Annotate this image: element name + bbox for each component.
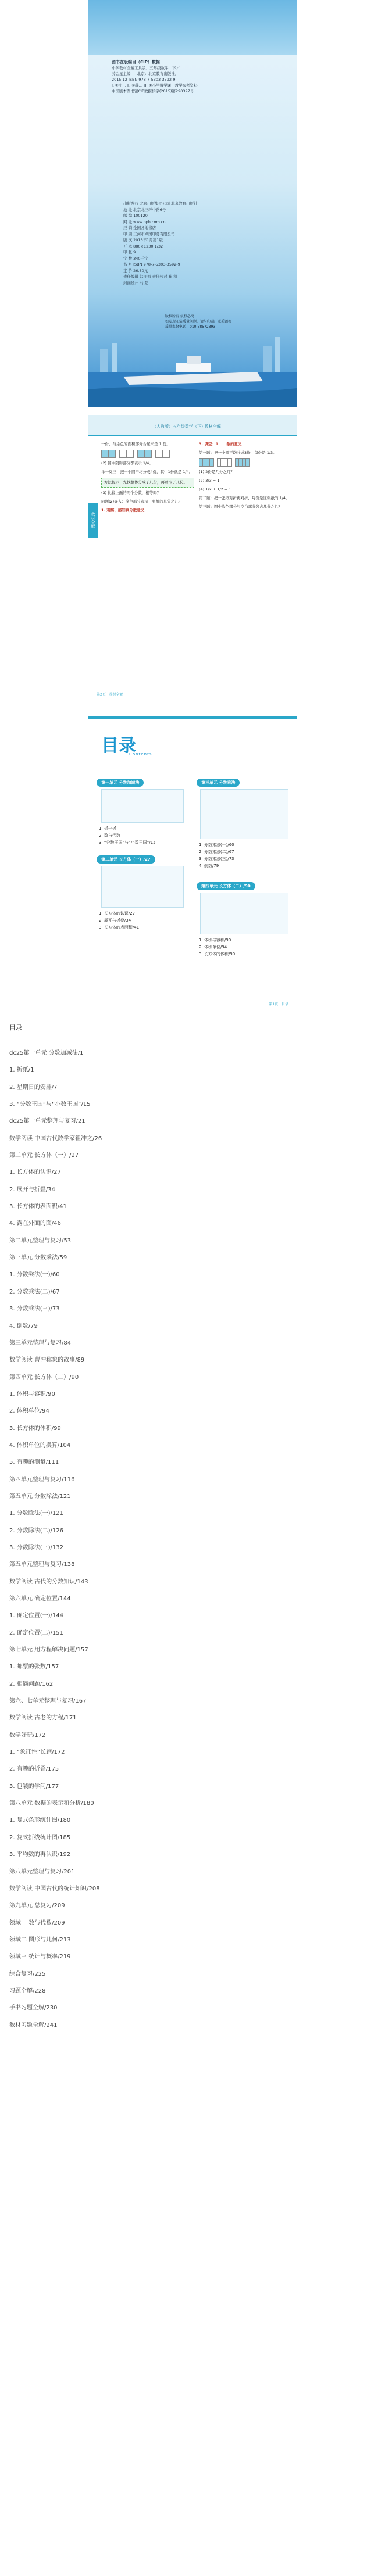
- toc-link[interactable]: 数学阅读 古老的方程/171: [9, 1715, 77, 1722]
- paragraph: 第一题：把一个圆平均分成3份，每份是 1/3。: [199, 450, 277, 455]
- toc-link[interactable]: 数学阅读 中国古代数学家祖冲之/26: [9, 1135, 102, 1142]
- toc-link[interactable]: 2. 体积单位/94: [9, 1408, 49, 1415]
- paragraph: (3) 比较上面的两个分数，相等吗？: [101, 490, 161, 495]
- unit-items: [199, 841, 292, 869]
- toc-heading: 目录: [9, 1024, 22, 1031]
- copyright-notice: [165, 314, 281, 329]
- toc-link[interactable]: 第三单元整理与复习/84: [9, 1339, 72, 1346]
- contents-picture-page: [88, 714, 297, 1011]
- cip-title: 图书在版编目（CIP）数据: [112, 60, 160, 65]
- toc-link[interactable]: dc25第一单元整理与复习/21: [9, 1118, 85, 1125]
- toc-link[interactable]: 2. 确定位置(二)/151: [9, 1629, 63, 1636]
- toc-link[interactable]: 2. 相遇问题/162: [9, 1681, 54, 1688]
- toc-link[interactable]: 第六、七单元整理与复习/167: [9, 1698, 87, 1705]
- toc-link[interactable]: 第六单元 确定位置/144: [9, 1596, 71, 1602]
- toc-item: 1. 分数乘法(一)/60: [199, 843, 234, 847]
- meta-line: 版 次 2016年1月第1版: [123, 238, 163, 242]
- toc-item: 2. 展开与折叠/34: [99, 918, 131, 923]
- toc-rows: [9, 1045, 370, 2034]
- contents-subtitle: Contents: [129, 752, 152, 757]
- toc-link[interactable]: 第七单元 用方程解决问题/157: [9, 1647, 88, 1654]
- toc-link[interactable]: 1. 长方体的认识/27: [9, 1169, 61, 1176]
- fraction-grid-figure: [199, 458, 214, 467]
- meta-line: 出版发行 北京出版集团公司 北京教育出版社: [123, 201, 198, 206]
- toc-link[interactable]: 第三单元 分数乘法/59: [9, 1255, 67, 1262]
- page-header: [88, 415, 297, 436]
- toc-link[interactable]: 1. 复式条形统计图/180: [9, 1817, 71, 1824]
- grid-figures: [101, 450, 194, 458]
- toc-link[interactable]: 3. 长方体的体积/99: [9, 1425, 61, 1432]
- toc-link[interactable]: 领域一 数与代数/209: [9, 1919, 65, 1926]
- unit-items: [99, 910, 192, 931]
- toc-item: 2. 分数乘法(二)/67: [199, 850, 234, 854]
- copyright-page: [88, 0, 297, 407]
- meta-line: 书 号 ISBN 978-7-5303-3592-9: [123, 262, 180, 267]
- toc-link[interactable]: 综合复习/225: [9, 1970, 46, 1977]
- toc-link[interactable]: 2. 有趣的折叠/175: [9, 1766, 59, 1773]
- toc-link[interactable]: 数学好玩/172: [9, 1732, 46, 1739]
- measuring-illustration: [200, 789, 288, 839]
- toc-item: 4. 倒数/79: [199, 864, 219, 868]
- toc-item: 3. 长方体的体积/99: [199, 952, 236, 956]
- meta-line: 封面设计 马 超: [123, 280, 149, 285]
- tank-illustration: [200, 893, 288, 934]
- fraction-grid-figure: [137, 450, 152, 458]
- toc-item: 1. 折一折: [99, 826, 116, 831]
- meta-line: 网 址 www.bph.com.cn: [123, 219, 166, 224]
- paragraph: 问题(2)导入：涂色部分表示一张纸的几分之几？: [101, 499, 183, 504]
- section-heading: 1. 观察、感知真分数意义: [101, 508, 145, 513]
- toc-link[interactable]: 4. 体积单位的换算/104: [9, 1442, 71, 1449]
- toc-link[interactable]: 2. 复式折线统计图/185: [9, 1834, 71, 1841]
- toc-link[interactable]: 第二单元整理与复习/53: [9, 1237, 72, 1244]
- header-sky-band: [88, 0, 297, 55]
- toc-link[interactable]: 1. 邮票的张数/157: [9, 1664, 59, 1671]
- paragraph: 第二题：把一张纸对折再对折，每份是这张纸的 1/4。: [199, 496, 290, 500]
- meta-line: 定 价 26.80元: [123, 268, 148, 273]
- meta-line: 地 址 北京北三环中路6号: [123, 207, 166, 212]
- toc-link[interactable]: 3. 分数乘法(三)/73: [9, 1306, 60, 1313]
- toc-link[interactable]: 1. 折纸/1: [9, 1067, 34, 1074]
- workbook-page: [88, 415, 297, 703]
- toc-item: 1. 体积与容积/90: [199, 938, 231, 943]
- toc-item: 3. 分数乘法(三)/73: [199, 857, 234, 861]
- toc-link[interactable]: 1. 体积与容积/90: [9, 1391, 55, 1398]
- unit-badge: 第四单元 长方体（二）/90: [197, 882, 255, 890]
- toc-link[interactable]: 第五单元整理与复习/138: [9, 1561, 75, 1568]
- paragraph: (4) 1/2 + 1/2 = 1: [199, 487, 231, 492]
- section-heading: 3. 填空：1 ___ 数的意义: [199, 442, 242, 446]
- paragraph: 第三题：图中涂色部分与空白部分各占几分之几？: [199, 504, 282, 509]
- toc-link[interactable]: 手书习题全解/230: [9, 2005, 58, 2012]
- toc-link[interactable]: 1. 分数除法(一)/121: [9, 1510, 63, 1517]
- toc-link[interactable]: 教材习题全解/241: [9, 2022, 58, 2029]
- toc-link[interactable]: 1. 确定位置(一)/144: [9, 1613, 63, 1620]
- cip-line: Ⅰ. ①小… Ⅱ. ①薛… Ⅲ. ①小学数学课－教学参考资料: [112, 83, 198, 88]
- toc-link[interactable]: 4. 倒数/79: [9, 1323, 38, 1330]
- toc-link[interactable]: 习题全解/228: [9, 1987, 46, 1994]
- notice-line: 版权所有 侵权必究: [165, 314, 194, 318]
- unit-items: [99, 825, 192, 846]
- side-tab: 教材全解: [88, 503, 98, 538]
- grid-figures: [199, 458, 292, 467]
- toc-link[interactable]: 领域二 图形与几何/213: [9, 1936, 71, 1943]
- meta-line: 印 刷 三河市兴国印务有限公司: [123, 231, 175, 237]
- toc-link[interactable]: 数学阅读 曹冲称象的故事/89: [9, 1357, 85, 1364]
- toc-link[interactable]: 3. 平均数的再认识/192: [9, 1851, 71, 1858]
- fraction-grid-figure: [217, 458, 232, 467]
- right-column: [199, 441, 292, 513]
- toc-link[interactable]: 2. 星期日的安排/7: [9, 1084, 58, 1091]
- toc-link[interactable]: 3. 长方体的表面积/41: [9, 1203, 67, 1210]
- toc-link[interactable]: 第五单元 分数除法/121: [9, 1493, 71, 1500]
- paragraph: 一份，与涂色的面积部分合起来是 1 份。: [101, 442, 170, 446]
- paragraph: (2) 3/3 = 1: [199, 478, 220, 483]
- header-label: （人教版）五年级数学（下）·教材全解: [152, 424, 221, 429]
- toc-link[interactable]: 数学阅读 古代的分数知识/143: [9, 1578, 88, 1585]
- toc-link[interactable]: 第八单元整理与复习/201: [9, 1868, 75, 1875]
- meta-line: 开 本 880×1230 1/32: [123, 243, 163, 249]
- toc-link[interactable]: 数学阅读 中国古代的统计知识/208: [9, 1885, 100, 1892]
- toc-link[interactable]: 3. 包装的学问/177: [9, 1783, 59, 1790]
- meta-line: 字 数 340千字: [123, 256, 148, 261]
- toc-item: 2. 体积单位/94: [199, 945, 227, 950]
- toc-link[interactable]: 第二单元 长方体（一）/27: [9, 1152, 79, 1159]
- toc-link[interactable]: 第八单元 数据的表示和分析/180: [9, 1800, 94, 1807]
- toc-link[interactable]: 2. 展开与折叠/34: [9, 1186, 55, 1193]
- cip-line: 2015.12 ISBN 978-7-5303-3592-9: [112, 77, 176, 82]
- toc-link[interactable]: 5. 有趣的测量/111: [9, 1459, 59, 1466]
- toc-link[interactable]: 1. 分数乘法(一)/60: [9, 1271, 60, 1278]
- cip-line: 中国版本图书馆CIP数据核字(2015)第290397号: [112, 89, 194, 94]
- toc-list: [9, 1023, 370, 2034]
- toc-link[interactable]: 第四单元整理与复习/116: [9, 1476, 75, 1483]
- paragraph: (2) 图中阴影部分都表示 1/4。: [101, 461, 153, 465]
- unit-badge: 第二单元 长方体（一）/27: [97, 855, 155, 864]
- cip-line: 薛金星主编．--北京：北京教育出版社，: [112, 71, 179, 76]
- cubes-illustration: [101, 866, 184, 908]
- paragraph: 举一反三：把一个圆平均分成4份，其中1份就是 1/4。: [101, 470, 193, 474]
- toc-item: 2. 数与代数: [99, 833, 120, 838]
- contents-title: 目录: [101, 736, 136, 756]
- meta-line: 邮 编 100120: [123, 213, 148, 218]
- left-column: [101, 441, 194, 516]
- unit-items: [199, 937, 292, 958]
- meta-line: 责任编辑 韩丽娟 责任校对 崔 凯: [123, 274, 177, 279]
- toc-link[interactable]: 第四单元 长方体（二）/90: [9, 1374, 79, 1381]
- cip-line: 小学教材全解工具版．五年级数学．下／: [112, 66, 180, 70]
- toc-link[interactable]: 第九单元 总复习/209: [9, 1903, 65, 1909]
- toc-link[interactable]: 1. “象征性”长跑/172: [9, 1749, 65, 1756]
- top-strip: [88, 716, 297, 719]
- unit-badge: 第一单元 分数加减法: [97, 779, 144, 787]
- fraction-grid-figure: [119, 450, 134, 458]
- ship-harbor-illustration: [88, 331, 297, 407]
- page-footer: 第1页 · 目录: [269, 1002, 288, 1006]
- publication-info: [123, 200, 275, 286]
- toc-link[interactable]: 2. 分数除法(二)/126: [9, 1527, 63, 1534]
- toc-item: 3. 长方体的表面积/41: [99, 925, 140, 930]
- paragraph: (1) 2份是几分之几？: [199, 470, 234, 474]
- toc-link[interactable]: dc25第一单元 分数加减法/1: [9, 1050, 84, 1056]
- notice-line: 如发现印装质量问题，请与印刷厂联系调换: [165, 320, 232, 324]
- fraction-grid-figure: [235, 458, 250, 467]
- cip-block: [112, 59, 275, 94]
- toc-link[interactable]: 3. “分数王国”与“小数王国”/15: [9, 1101, 91, 1108]
- page-footer: 第2页 · 教材全解: [97, 690, 288, 700]
- classroom-illustration: [101, 789, 184, 823]
- method-tip: 方法提示：先找整体分成了几份，再看取了几份。: [101, 478, 194, 488]
- unit-badge: 第三单元 分数乘法: [197, 779, 240, 787]
- toc-link[interactable]: 3. 分数除法(三)/132: [9, 1544, 63, 1551]
- notice-line: 质量监督电话：010-58572393: [165, 325, 216, 329]
- toc-link[interactable]: 2. 分数乘法(二)/67: [9, 1288, 60, 1295]
- toc-link[interactable]: 领域三 统计与概率/219: [9, 1954, 71, 1961]
- toc-link[interactable]: 4. 露在外面的面/46: [9, 1220, 61, 1227]
- toc-item: 3. “分数王国”与“小数王国”/15: [99, 840, 156, 845]
- fraction-grid-figure: [155, 450, 170, 458]
- toc-item: 1. 长方体的认识/27: [99, 911, 136, 916]
- fraction-grid-figure: [101, 450, 116, 458]
- meta-line: 经 销 全国各地书店: [123, 225, 156, 230]
- meta-line: 印 张 9: [123, 250, 136, 255]
